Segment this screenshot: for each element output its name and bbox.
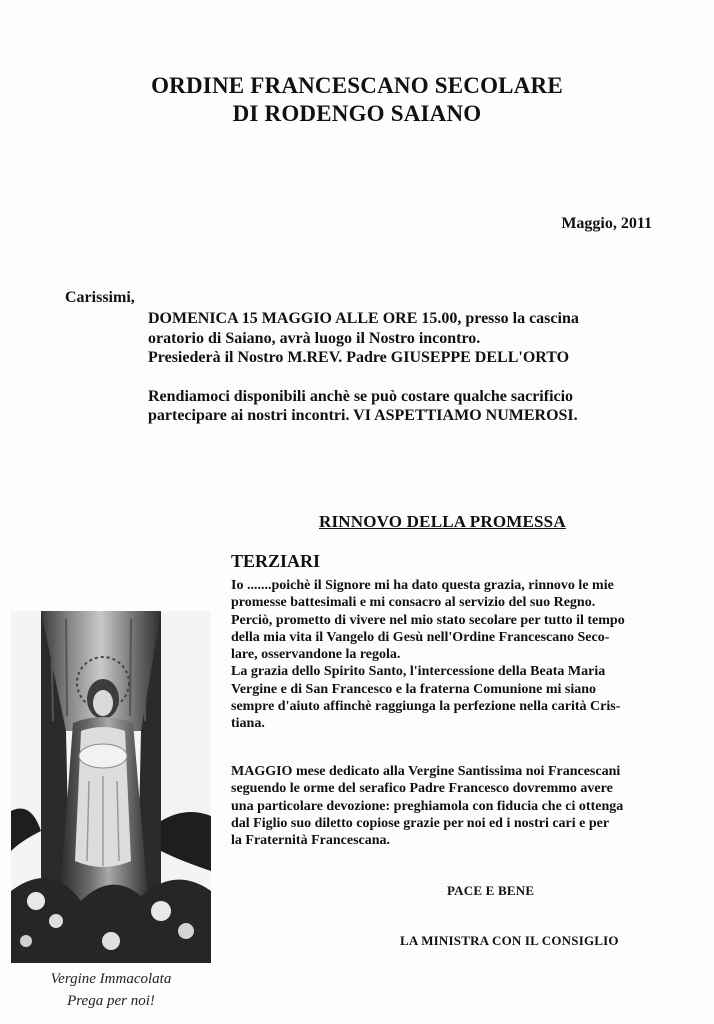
virgin-mary-statue-photo <box>11 611 211 963</box>
may-line: MAGGIO mese dedicato alla Vergine Santissima noi Francescani <box>231 764 621 779</box>
invitation-line: Rendiamoci disponibili anchè se può costare qualche sacrificio <box>148 387 574 405</box>
promise-line: promesse battesimali e mi consacro al servizio del suo Regno. <box>231 595 596 611</box>
may-message <box>231 763 661 849</box>
promise-line: sempre d'aiuto affinchè raggiunga la perfezione nella carità Cris- <box>231 699 621 715</box>
letter-date: Maggio, 2011 <box>561 215 652 232</box>
invitation-line: oratorio di Saiano, avrà luogo il Nostro incontro. <box>148 329 481 347</box>
document-title-line2: DI RODENGO SAIANO <box>232 101 482 126</box>
promise-line: Perciò, prometto di vivere nel mio stato secolare per tutto il tempo <box>231 612 625 628</box>
promise-line: La grazia dello Spirito Santo, l'intercessione della Beata Maria <box>231 664 606 680</box>
promise-line: Vergine e di San Francesco e la fraterna Comunione mi siano <box>231 681 597 697</box>
promise-line: lare, osservandone la regola. <box>231 647 401 663</box>
closing-signature: LA MINISTRA CON IL CONSIGLIO <box>400 933 619 948</box>
may-line: dal Figlio suo diletto copiose grazie per noi ed i nostri cari e per <box>231 815 610 831</box>
may-line: seguendo le orme del serafico Padre Francesco dovremmo avere <box>231 781 613 797</box>
may-line: una particolare devozione: preghiamola con fiducia che ci ottenga <box>231 798 624 814</box>
salutation: Carissimi, <box>65 289 135 306</box>
caption-line: Vergine Immacolata <box>50 971 172 987</box>
image-caption <box>11 968 211 1012</box>
invitation-line: DOMENICA 15 MAGGIO ALLE ORE 15.00, presso la cascina <box>148 310 579 327</box>
promise-heading: RINNOVO DELLA PROMESSA <box>319 512 566 531</box>
invitation-line: partecipare ai nostri incontri. VI ASPETTIAMO NUMEROSI. <box>148 407 578 424</box>
may-line: la Fraternità Francescana. <box>231 833 391 849</box>
promise-line: tiana. <box>231 716 265 732</box>
caption-line: Prega per noi! <box>67 993 155 1009</box>
document-title-line1: ORDINE FRANCESCANO SECOLARE <box>151 73 563 98</box>
invitation-line: Presiederà il Nostro M.REV. Padre GIUSEPPE DELL'ORTO <box>148 349 570 366</box>
terziari-heading: TERZIARI <box>231 551 321 571</box>
invitation-text <box>148 309 628 426</box>
promise-line: della mia vita il Vangelo di Gesù nell'Ordine Francescano Seco- <box>231 629 610 645</box>
closing-greeting: PACE E BENE <box>447 883 535 898</box>
promise-text <box>231 577 661 733</box>
promise-line: Io .......poichè il Signore mi ha dato questa grazia, rinnovo le mie <box>231 578 614 593</box>
